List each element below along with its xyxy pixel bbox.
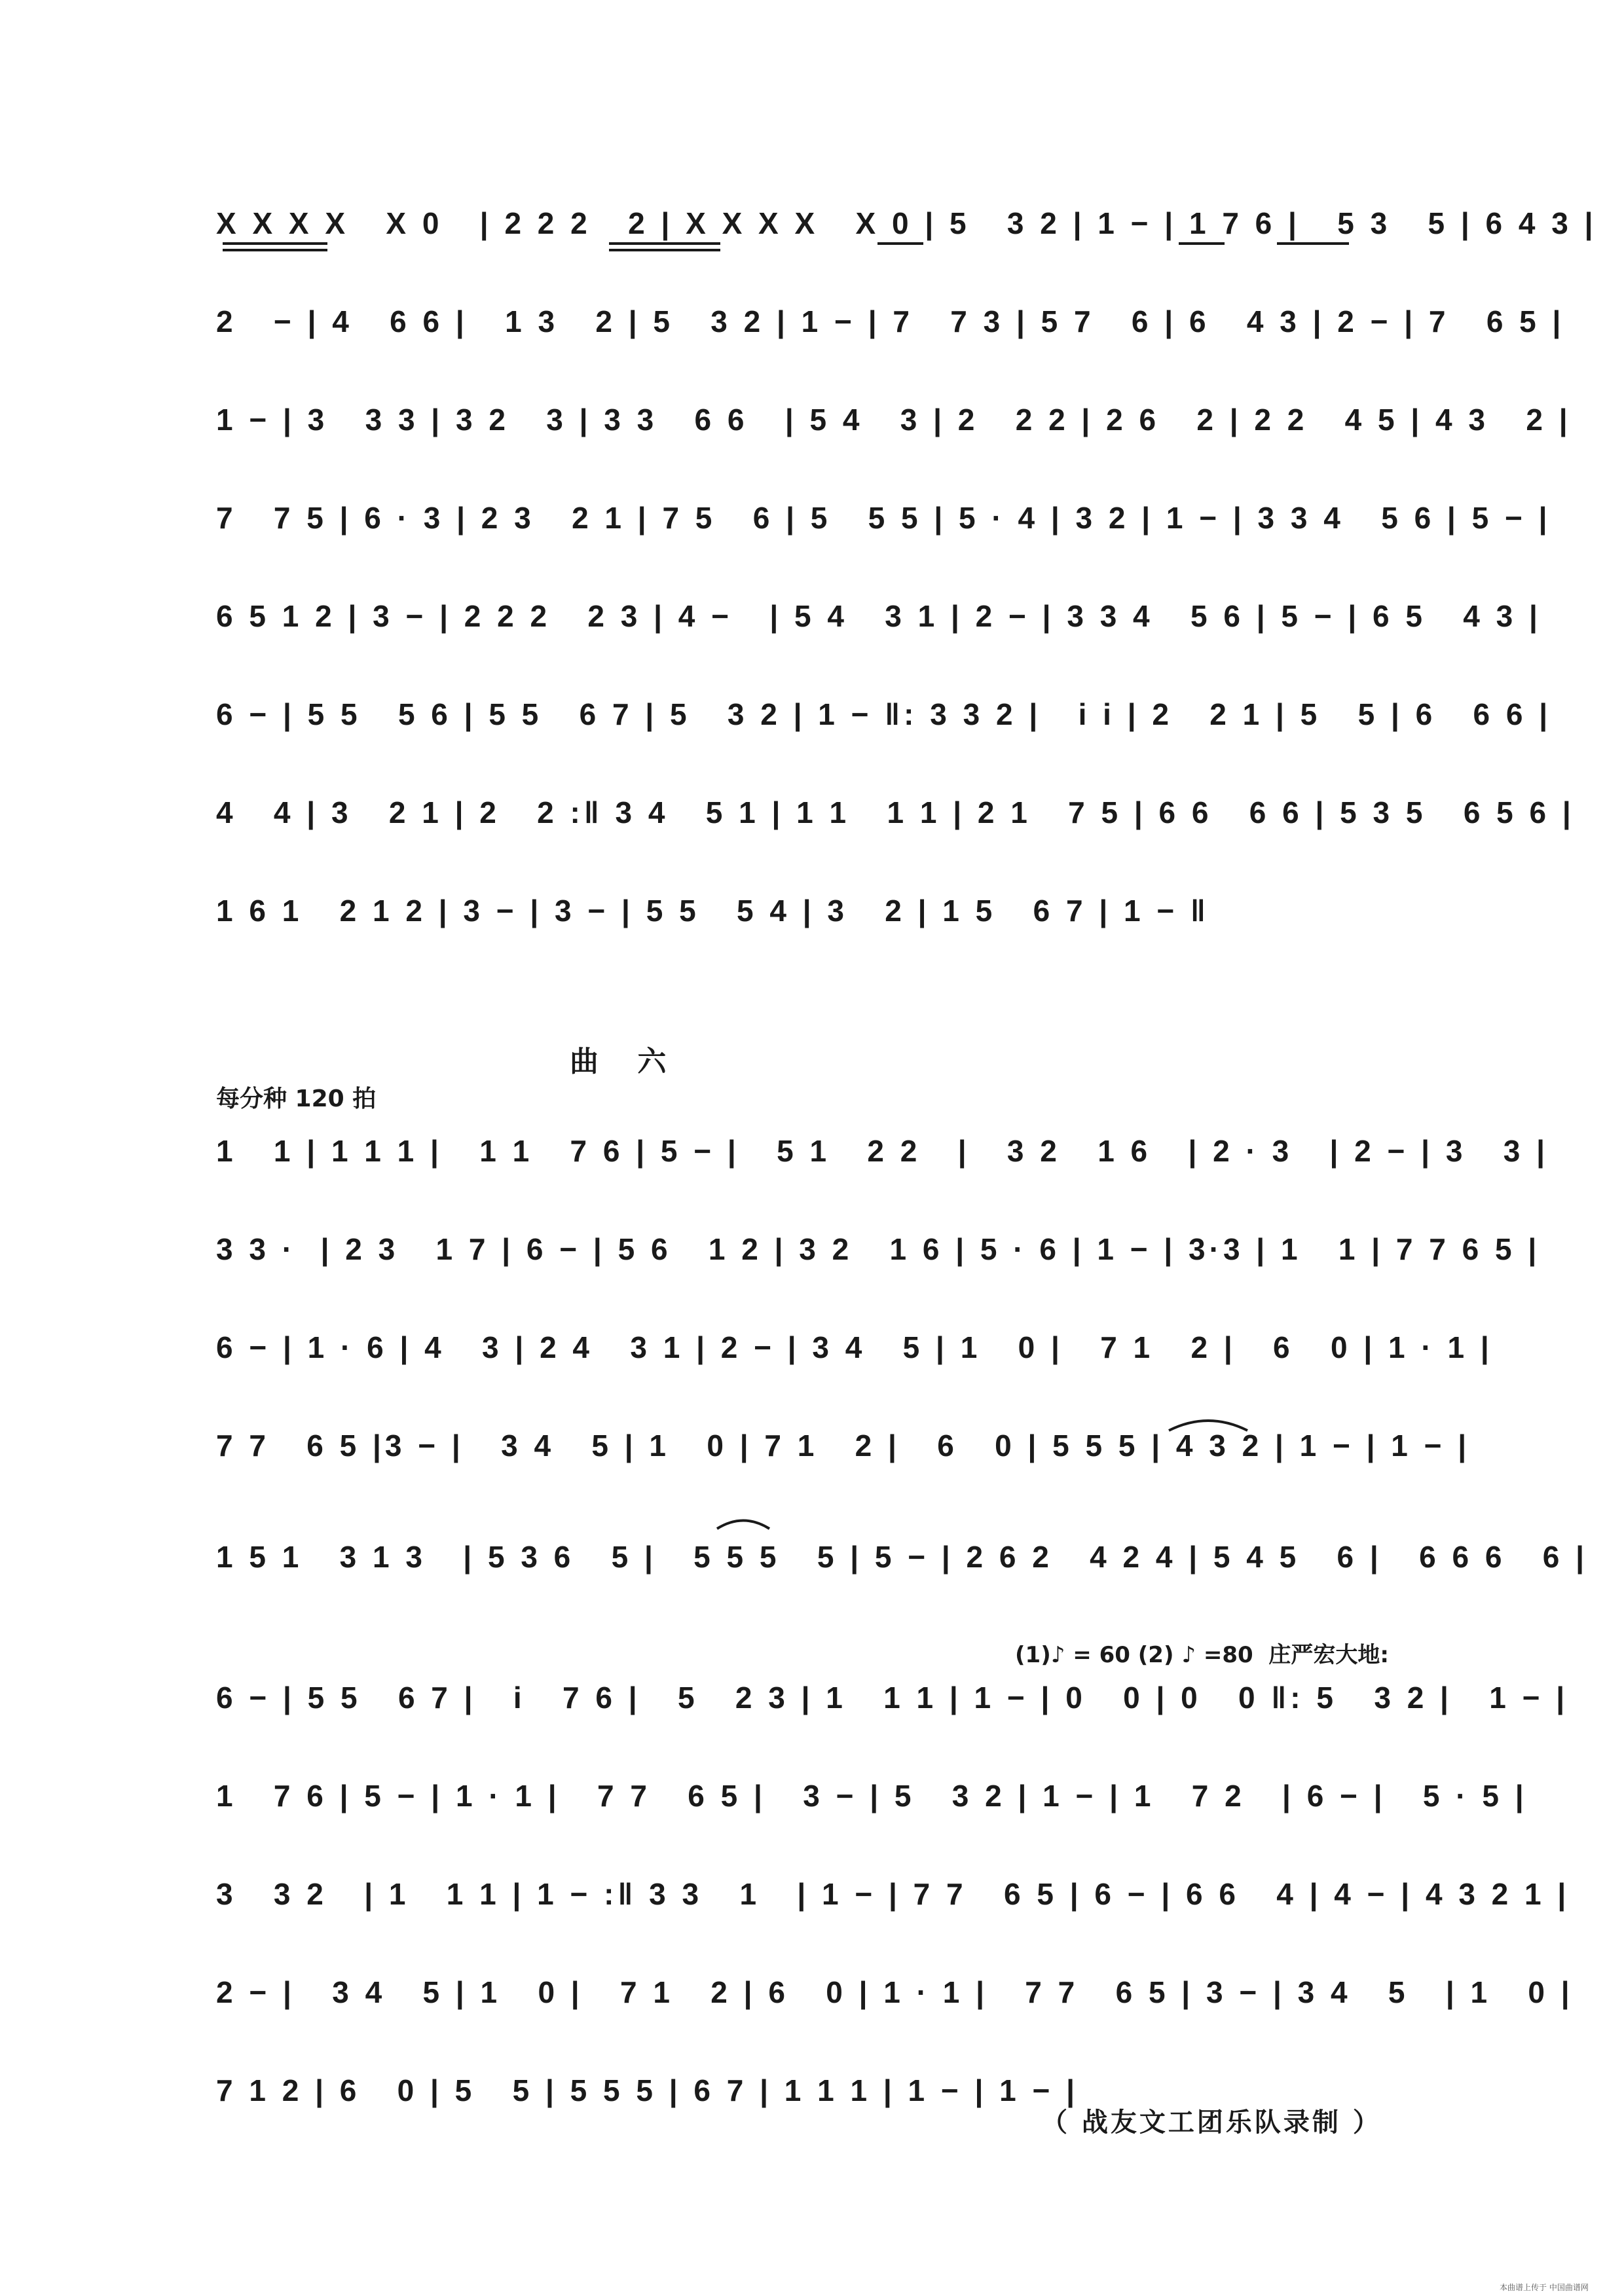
slur-arc <box>714 1512 773 1532</box>
notation-line-13: 1 5 1 3 1 3 | 5 3 6 5 | 5 5 5 5 | 5 − | 2 6 2 4 2 4 | 5 4 5 6 | 6 6 6 6 | <box>216 1540 1588 1574</box>
beam <box>1277 242 1349 245</box>
tempo-note: (1)♪ = 60 (2) ♪ =80 庄严宏大地: <box>1015 1642 1389 1668</box>
notation-line-7: 4 4 | 3 2 1 | 2 2 :‖ 3 4 5 1 | 1 1 1 1 | 2 1 7 5 | 6 6 6 6 | 5 3 5 6 5 6 | <box>216 795 1575 829</box>
beam <box>223 249 327 251</box>
notation-line-5: 6 5 1 2 | 3 − | 2 2 2 2 3 | 4 − | 5 4 3 1 | 2 − | 3 3 4 5 6 | 5 − | 6 5 4 3 | <box>216 599 1541 633</box>
notation-line-9: 1 1 | 1 1 1 | 1 1 7 6 | 5 − | 5 1 2 2 | 3 2 1 6 | 2 · 3 | 2 − | 3 3 | <box>216 1134 1549 1168</box>
notation-line-11: 6 − | 1 · 6 | 4 3 | 2 4 3 1 | 2 − | 3 4 5 | 1 0 | 7 1 2 | 6 0 | 1 · 1 | <box>216 1330 1493 1364</box>
notation-line-10: 3 3 · | 2 3 1 7 | 6 − | 5 6 1 2 | 3 2 1 6 | 5 · 6 | 1 − | 3·3 | 1 1 | 7 7 6 5 | <box>216 1232 1541 1266</box>
beam <box>1179 242 1225 245</box>
slur-arc <box>1166 1414 1251 1434</box>
notation-line-16: 3 3 2 | 1 1 1 | 1 − :‖ 3 3 1 | 1 − | 7 7 6 5 | 6 − | 6 6 4 | 4 − | 4 3 2 1 | <box>216 1877 1570 1911</box>
notation-line-18: 7 1 2 | 6 0 | 5 5 | 5 5 5 | 6 7 | 1 1 1 | 1 − | 1 − | <box>216 2073 1079 2107</box>
notation-line-2: 2 − | 4 6 6 | 1 3 2 | 5 3 2 | 1 − | 7 7 3 | 5 7 6 | 6 4 3 | 2 − | 7 6 5 | <box>216 304 1565 338</box>
recording-credit: （ 战友文工团乐队录制 ） <box>1041 2107 1382 2138</box>
notation-line-3: 1 − | 3 3 3 | 3 2 3 | 3 3 6 6 | 5 4 3 | 2 2 2 | 2 6 2 | 2 2 4 5 | 4 3 2 | <box>216 403 1572 437</box>
beam <box>223 242 327 245</box>
beam <box>609 242 720 245</box>
notation-line-1: X X X X X 0 | 2 2 2 2 | X X X X X 0 | 5 3 2 | 1 − | 1 7 6 | 5 3 5 | 6 4 3 | <box>216 206 1597 240</box>
notation-line-4: 7 7 5 | 6 · 3 | 2 3 2 1 | 7 5 6 | 5 5 5 | 5 · 4 | 3 2 | 1 − | 3 3 4 5 6 | 5 − | <box>216 501 1551 535</box>
notation-line-14: 6 − | 5 5 6 7 | i 7 6 | 5 2 3 | 1 1 1 | 1 − | 0 0 | 0 0 ‖: 5 3 2 | 1 − | <box>216 1681 1569 1715</box>
tempo-marking: 每分种 120 拍 <box>216 1085 377 1112</box>
beam <box>609 249 720 251</box>
notation-line-6: 6 − | 5 5 5 6 | 5 5 6 7 | 5 3 2 | 1 − ‖: 3 3 2 | i i | 2 2 1 | 5 5 | 6 6 6 | <box>216 697 1552 731</box>
beam <box>877 242 923 245</box>
site-footer: 本曲谱上传于 中国曲谱网 <box>1500 2283 1589 2292</box>
notation-line-12: 7 7 6 5 |3 − | 3 4 5 | 1 0 | 7 1 2 | 6 0 | 5 5 5 | 4 3 2 | 1 − | 1 − | <box>216 1429 1471 1463</box>
section-title: 曲 六 <box>570 1045 681 1078</box>
notation-line-8: 1 6 1 2 1 2 | 3 − | 3 − | 5 5 5 4 | 3 2 | 1 5 6 7 | 1 − ‖ <box>216 894 1209 928</box>
notation-line-17: 2 − | 3 4 5 | 1 0 | 7 1 2 | 6 0 | 1 · 1 | 7 7 6 5 | 3 − | 3 4 5 | 1 0 | <box>216 1975 1574 2009</box>
notation-line-15: 1 7 6 | 5 − | 1 · 1 | 7 7 6 5 | 3 − | 5 3 2 | 1 − | 1 7 2 | 6 − | 5 · 5 | <box>216 1779 1528 1813</box>
